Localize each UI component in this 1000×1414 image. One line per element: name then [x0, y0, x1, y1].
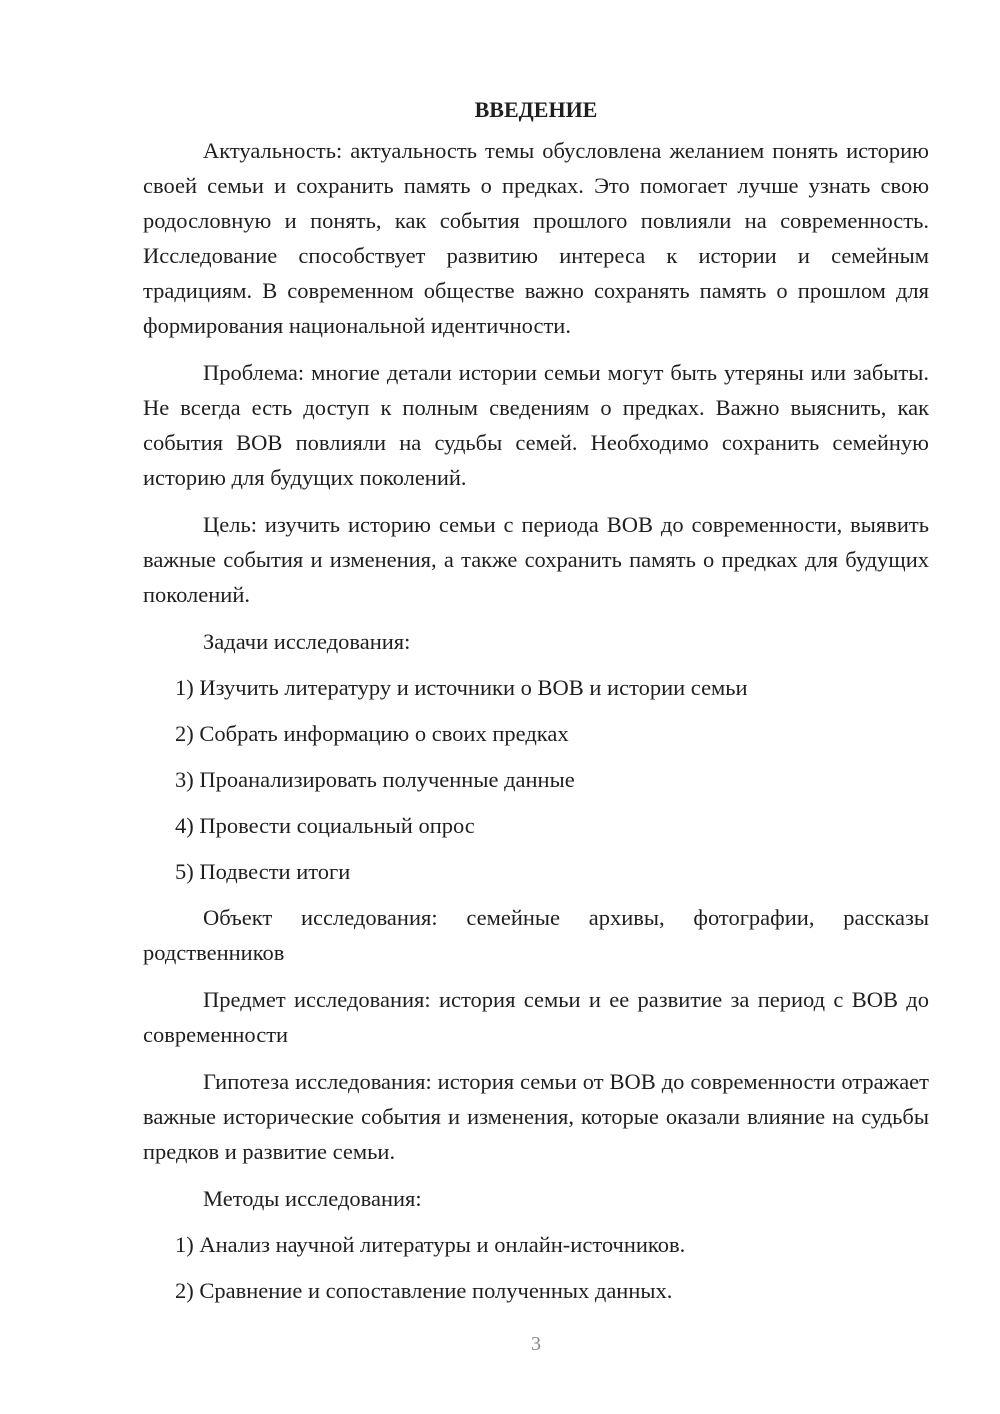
hypothesis-paragraph: Гипотеза исследования: история семьи от ВОВ до современности отражает важные исторические события и изменения, которые оказали влияние на судьбы предков и развитие семьи.: [143, 1069, 929, 1164]
method-item: 1) Анализ научной литературы и онлайн-источников.: [175, 1232, 686, 1257]
object-paragraph: Объект исследования: семейные архивы, фотографии, рассказы родственников: [143, 905, 929, 965]
methods-list: [143, 1227, 929, 1308]
subject-paragraph: Предмет исследования: история семьи и ее развитие за период с ВОВ до современности: [143, 987, 929, 1047]
methods-title: Методы исследования:: [203, 1186, 422, 1211]
page-content: [143, 92, 929, 1319]
tasks-list: [143, 670, 929, 889]
problem-paragraph: Проблема: многие детали истории семьи могут быть утеряны или забыты. Не всегда есть доступ к полным сведениям о предках. Важно выяснить, как события ВОВ повлияли на судьбы семей. Необходимо сохранить семейную историю для будущих поколений.: [143, 360, 929, 490]
task-item: 1) Изучить литературу и источники о ВОВ и истории семьи: [175, 675, 748, 700]
task-item: 2) Собрать информацию о своих предках: [175, 721, 569, 746]
task-item: 4) Провести социальный опрос: [175, 813, 475, 838]
tasks-title: Задачи исследования:: [203, 629, 411, 654]
method-item: 2) Сравнение и сопоставление полученных данных.: [175, 1278, 673, 1303]
section-heading: ВВЕДЕНИЕ: [474, 97, 598, 122]
task-item: 5) Подвести итоги: [175, 859, 351, 884]
goal-paragraph: Цель: изучить историю семьи с периода ВОВ до современности, выявить важные события и изменения, а также сохранить память о предках для будущих поколений.: [143, 512, 929, 607]
task-item: 3) Проанализировать полученные данные: [175, 767, 575, 792]
relevance-paragraph: Актуальность: актуальность темы обусловлена желанием понять историю своей семьи и сохранить память о предках. Это помогает лучше узнать свою родословную и понять, как события прошлого повлияли на современность. Исследование способствует развитию интереса к истории и семейным традициям. В современном обществе важно сохранять память о прошлом для формирования национальной идентичности.: [143, 138, 929, 338]
page-number: 3: [531, 1333, 541, 1355]
